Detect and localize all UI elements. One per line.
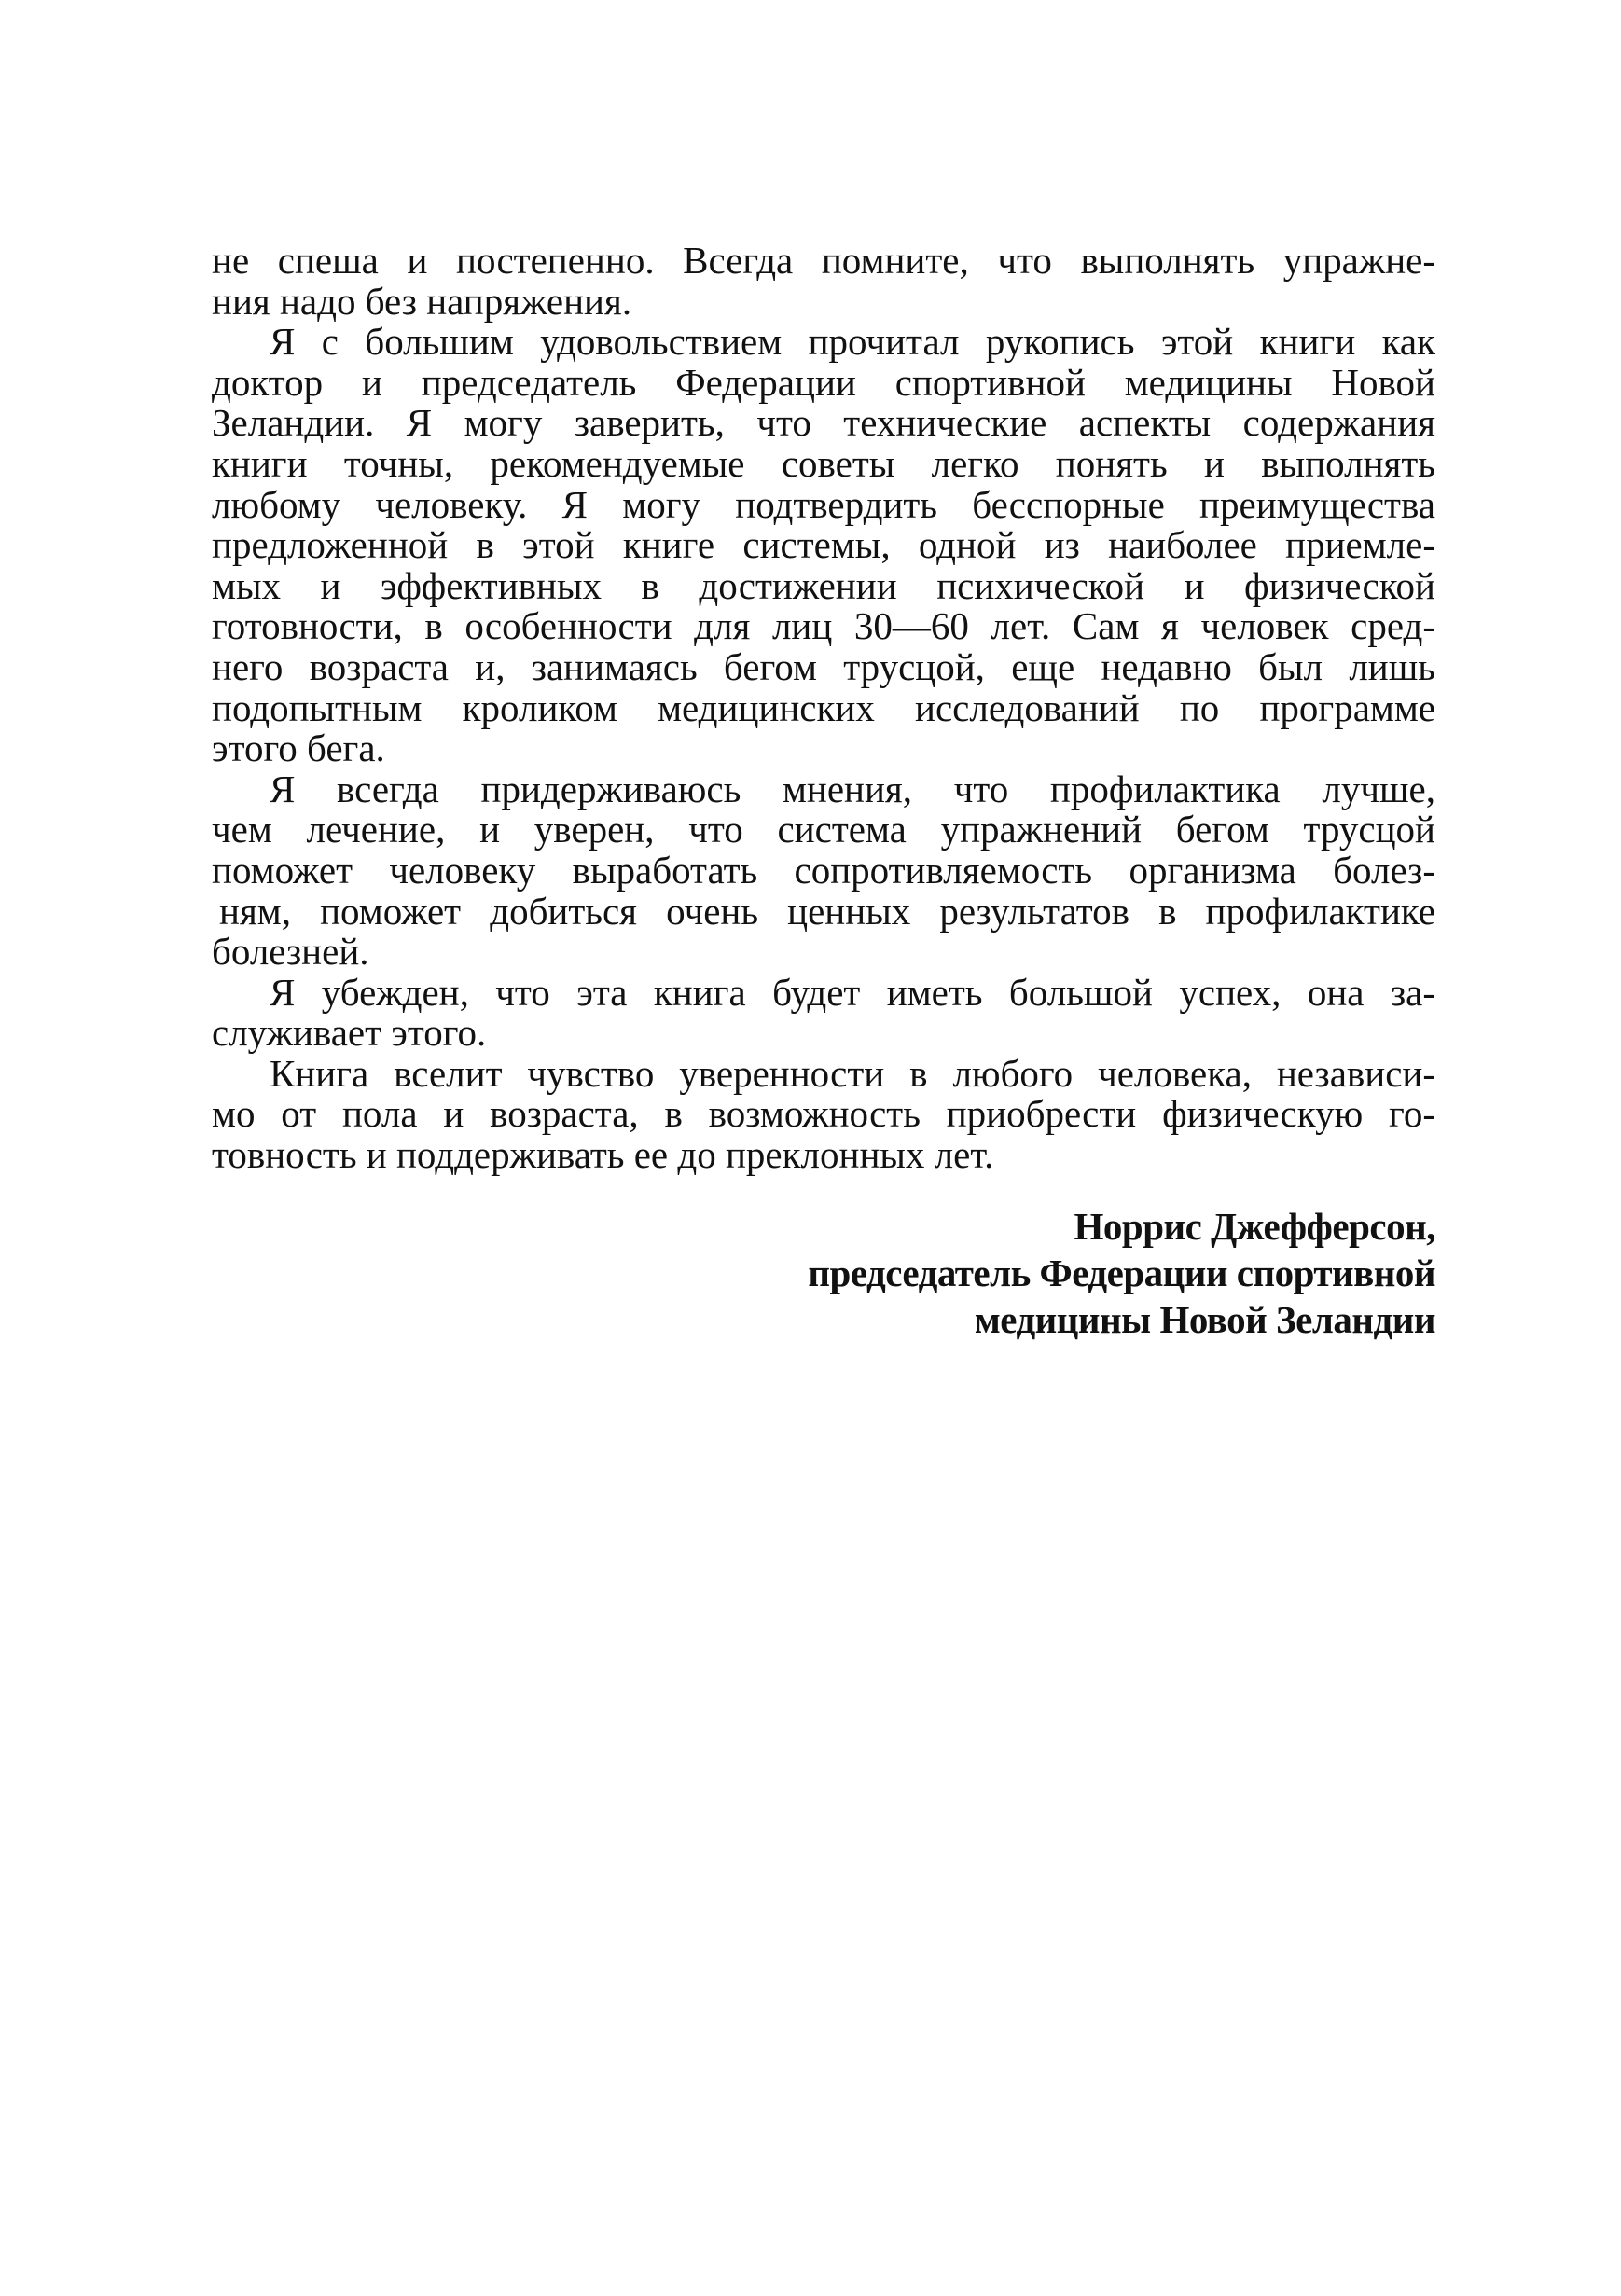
text-line: товность и поддерживать ее до преклонных лет. xyxy=(212,1133,994,1177)
text-line: этого бега. xyxy=(212,726,385,770)
text-line: болезней. xyxy=(212,930,369,974)
signature-name: Норрис Джефферсон, xyxy=(1074,1205,1435,1248)
text-line: предложенной в этой книге системы, одной из наиболее приемле- xyxy=(212,523,1435,567)
text-line: готовности, в особенности для лиц 30—60 лет. Сам я человек сред- xyxy=(212,604,1435,648)
text-line: Я всегда придерживаюсь мнения, что профилактика лучше, xyxy=(270,767,1435,810)
text-line: Зеландии. Я могу заверить, что технические аспекты содержания xyxy=(212,401,1435,445)
text-line: ния надо без напряжения. xyxy=(212,279,632,323)
text-line: поможет человеку выработать сопротивляемость организма болез- xyxy=(212,848,1435,892)
text-line: Я с большим удовольствием прочитал рукопись этой книги как xyxy=(270,320,1435,364)
body-text xyxy=(212,241,1435,1176)
text-line: любому человеку. Я могу подтвердить бесспорные преимущества xyxy=(212,482,1435,526)
text-line: ням, поможет добиться очень ценных результатов в профилактике xyxy=(219,889,1435,933)
text-line: мых и эффективных в достижении психической и физической xyxy=(212,563,1435,607)
text-line: Книга вселит чувство уверенности в любого человека, независи- xyxy=(270,1051,1435,1095)
signature-block xyxy=(808,1203,1435,1343)
text-line: него возраста и, занимаясь бегом трусцой, еще недавно был лишь xyxy=(212,644,1435,688)
text-line: служивает этого. xyxy=(212,1011,487,1055)
text-line: мо от пола и возраста, в возможность приобрести физическую го- xyxy=(212,1092,1435,1136)
text-line: книги точны, рекомендуемые советы легко понять и выполнять xyxy=(212,441,1435,485)
text-line: доктор и председатель Федерации спортивной медицины Новой xyxy=(212,360,1435,404)
text-line: чем лечение, и уверен, что система упражнений бегом трусцой xyxy=(212,808,1435,851)
text-line: подопытным кроликом медицинских исследований по программе xyxy=(212,685,1435,729)
text-line: Я убежден, что эта книга будет иметь большой успех, она за- xyxy=(270,970,1435,1014)
signature-title: медицины Новой Зеландии xyxy=(974,1298,1435,1341)
text-line: не спеша и постепенно. Всегда помните, что выполнять упражне- xyxy=(212,239,1435,282)
signature-title: председатель Федерации спортивной xyxy=(808,1252,1435,1294)
